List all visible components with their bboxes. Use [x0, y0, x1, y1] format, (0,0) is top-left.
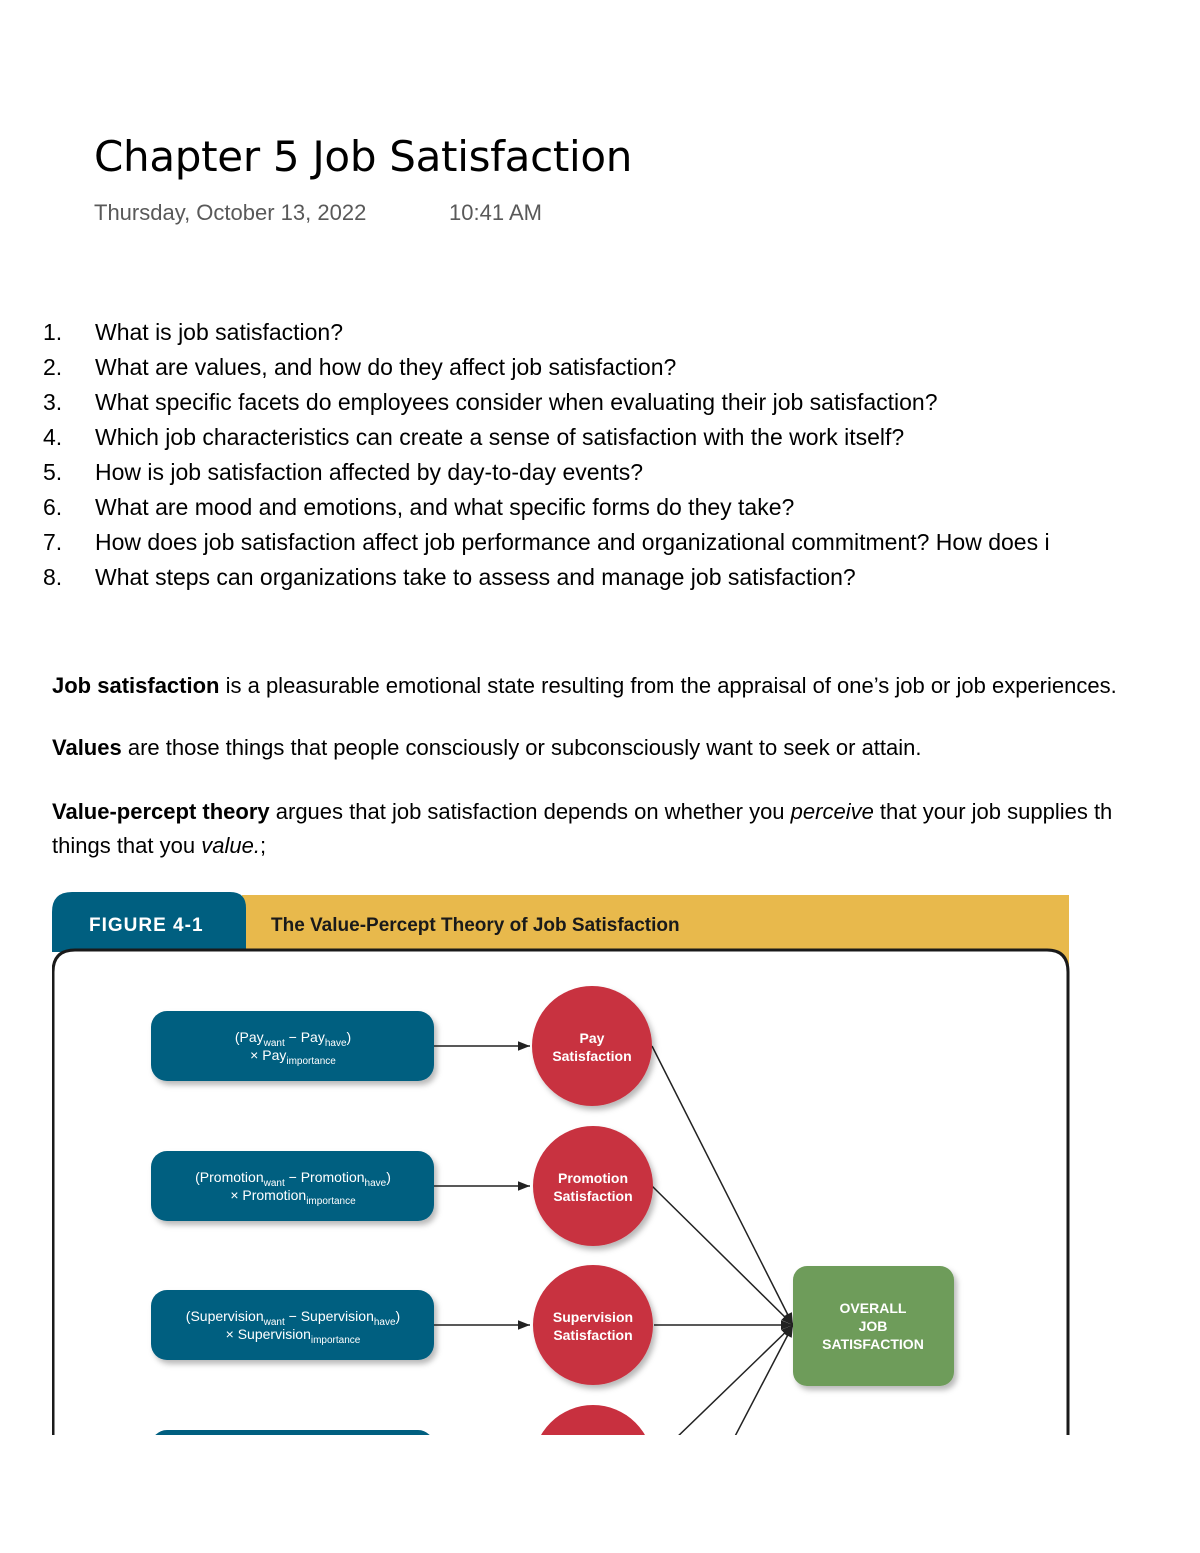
page-time: 10:41 AM: [449, 200, 542, 225]
question-text: What steps can organizations take to assess and manage job satisfaction?: [95, 564, 856, 590]
definition-text: that your job supplies th: [873, 799, 1113, 824]
satisfaction-circle: [533, 1126, 653, 1246]
svg-text:SATISFACTION: SATISFACTION: [822, 1336, 924, 1352]
figure-title: The Value-Percept Theory of Job Satisfaction: [271, 915, 680, 936]
svg-text:Supervision: Supervision: [552, 1309, 634, 1325]
question-number: 5.: [43, 459, 63, 485]
svg-text:Promotion: Promotion: [558, 1170, 628, 1186]
question-item: [0, 351, 1200, 386]
page-title: Chapter 5 Job Satisfaction: [94, 132, 633, 181]
definition-term: Value-percept theory: [52, 799, 270, 824]
figure-label: FIGURE 4-1: [89, 915, 204, 936]
formula-box: [151, 1151, 434, 1221]
formula-line-2: × Supervision$_{importance}$: [225, 1326, 361, 1346]
question-text: What is job satisfaction?: [95, 319, 344, 345]
svg-text:OVERALL: OVERALL: [839, 1300, 907, 1316]
question-item: [0, 456, 1200, 491]
definition-text: is a pleasurable emotional state resulting from the appraisal of one’s job or job experiences.: [219, 673, 1117, 698]
formula-line-2: × Pay$_{importance}$: [250, 1047, 336, 1067]
question-list: [0, 316, 1200, 596]
definition-text: ;: [259, 833, 267, 858]
definition-term: Values: [52, 735, 122, 760]
definition-value-percept: [52, 795, 1200, 863]
question-item: [0, 421, 1200, 456]
question-item: [0, 386, 1200, 421]
question-number: 4.: [43, 424, 63, 450]
formula-line-1: (Supervision$_{want}$ − Supervision$_{have}$): [185, 1308, 401, 1328]
definition-text: things that you: [52, 833, 202, 858]
question-number: 6.: [43, 494, 63, 520]
question-number: 2.: [43, 354, 63, 380]
formula-line-2: × Promotion$_{importance}$: [230, 1187, 356, 1207]
figure-value-percept-theory: [52, 892, 1070, 1435]
question-text: What are values, and how do they affect job satisfaction?: [95, 354, 677, 380]
definition-job-satisfaction: [52, 669, 1200, 703]
satisfaction-circle: [532, 986, 652, 1106]
question-number: 8.: [43, 564, 63, 590]
figure-diagram: [52, 892, 1070, 1435]
question-item: [0, 526, 1200, 561]
question-item: [0, 316, 1200, 351]
definition-values: [52, 731, 1200, 765]
satisfaction-circle: [533, 1265, 653, 1385]
question-number: 7.: [43, 529, 63, 555]
svg-text:Satisfaction: Satisfaction: [553, 1188, 633, 1204]
svg-text:JOB: JOB: [858, 1318, 888, 1334]
definition-text: are those things that people consciously or subconsciously want to seek or attain.: [121, 735, 922, 760]
question-text: How does job satisfaction affect job performance and organizational commitment? How does i: [95, 529, 1050, 555]
question-text: How is job satisfaction affected by day-to-day events?: [95, 459, 644, 485]
svg-text:Satisfaction: Satisfaction: [553, 1327, 633, 1343]
definition-text: argues that job satisfaction depends on whether you: [269, 799, 791, 824]
question-number: 1.: [43, 319, 63, 345]
formula-box: [151, 1290, 434, 1360]
question-text: Which job characteristics can create a sense of satisfaction with the work itself?: [95, 424, 905, 450]
question-text: What are mood and emotions, and what specific forms do they take?: [95, 494, 795, 520]
definition-emphasis: perceive: [790, 799, 874, 824]
svg-text:Satisfaction: Satisfaction: [552, 1048, 632, 1064]
question-number: 3.: [43, 389, 63, 415]
formula-line-1: (Pay$_{want}$ − Pay$_{have}$): [234, 1029, 352, 1049]
question-text: What specific facets do employees consider when evaluating their job satisfaction?: [95, 389, 938, 415]
formula-box-partial: [151, 1430, 434, 1435]
question-item: [0, 491, 1200, 526]
svg-text:Pay: Pay: [579, 1030, 605, 1046]
definition-term: Job satisfaction: [52, 673, 220, 698]
formula-box: [151, 1011, 434, 1081]
question-item: [0, 561, 1200, 596]
definition-emphasis: value.: [201, 833, 260, 858]
page-date: Thursday, October 13, 2022: [94, 200, 367, 225]
formula-line-1: (Promotion$_{want}$ − Promotion$_{have}$): [195, 1169, 391, 1189]
overall-job-satisfaction-box: [793, 1266, 954, 1386]
